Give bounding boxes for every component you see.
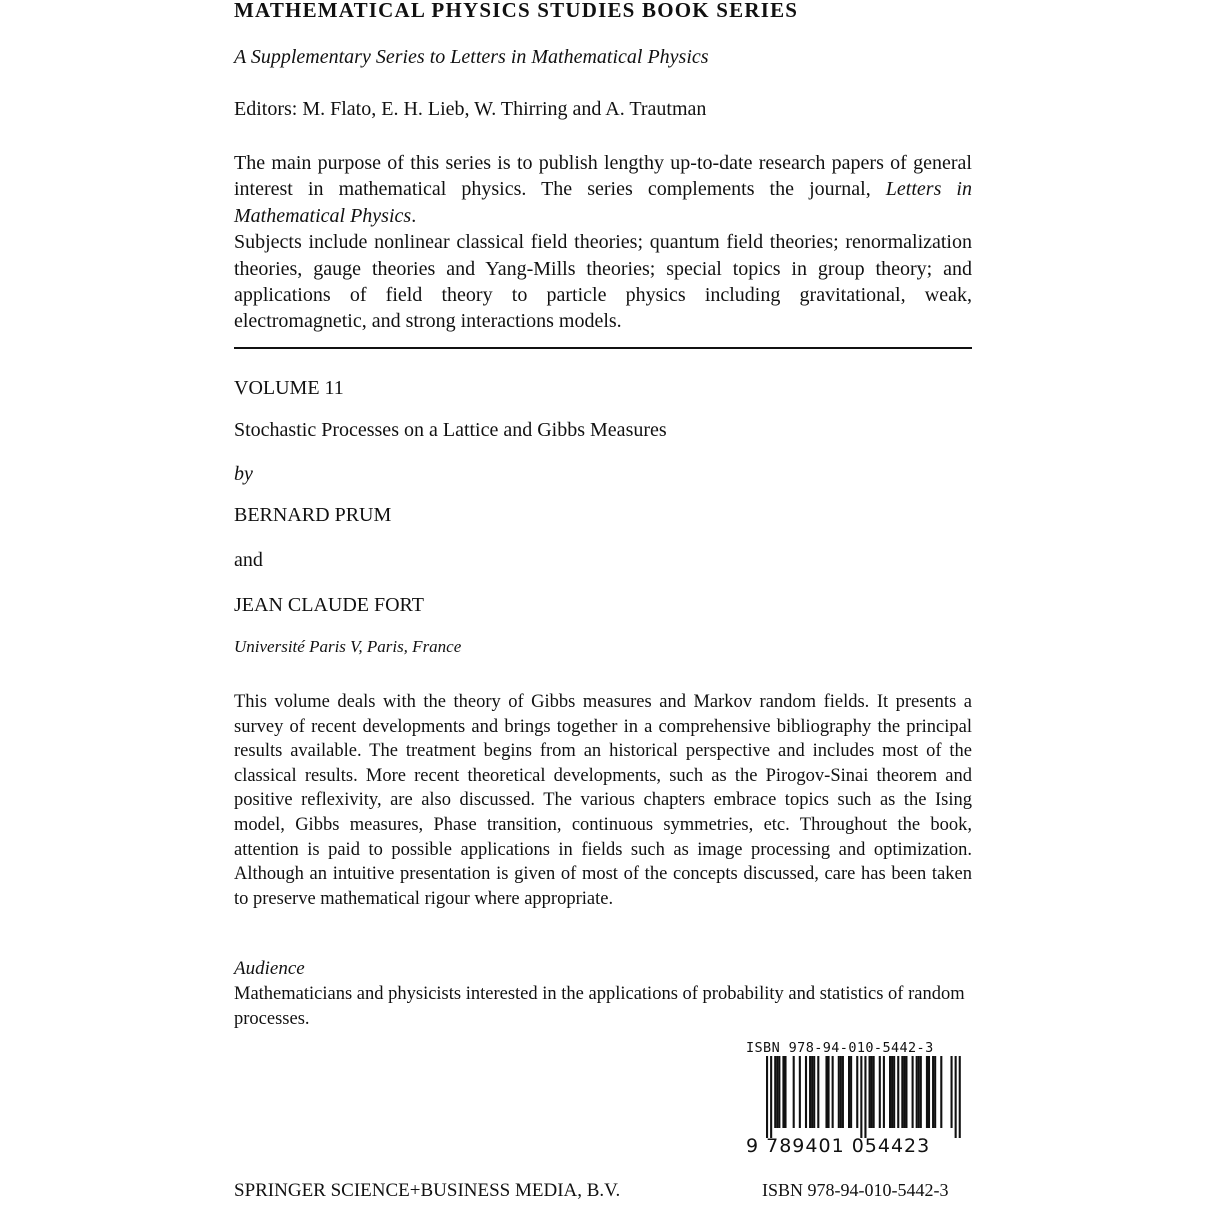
barcode-bar: [932, 1056, 934, 1128]
book-title: Stochastic Processes on a Lattice and Gibbs Measures: [234, 419, 667, 441]
purpose-end: .: [411, 204, 417, 227]
barcode-bar: [934, 1056, 936, 1128]
book-description: This volume deals with the theory of Gibbs measures and Markov random fields. It presents a survey of recent developments and brings together in a comprehensive bibliography the principal results available. The treatment begins from an historical perspective and includes most of the classical results. More recent theoretical developments, such as the Pirogov-Sinai theorem and positive reflexivity, are also discussed. The various chapters embrace topics such as the Ising model, Gibbs measures, Phase transition, continuous symmetries, etc. Throughout the book, attention is paid to possible applications in fields such as image processing and optimization. Although an intuitive presentation is given of most of the concepts discussed, care has been taken to preserve mathematical rigour where appropriate.: [234, 692, 972, 909]
barcode-bar: [809, 1056, 811, 1128]
barcode-bar: [828, 1056, 830, 1128]
barcode-bar: [928, 1056, 930, 1128]
barcode-bar: [951, 1056, 953, 1128]
barcode-bar: [860, 1056, 862, 1138]
section-divider: [234, 347, 972, 349]
barcode-bar: [813, 1056, 815, 1128]
volume-number: VOLUME 11: [234, 377, 344, 399]
barcode-bar: [920, 1056, 922, 1128]
barcode-isbn-text: ISBN 978-94-010-5442-3: [746, 1040, 934, 1056]
purpose-paragraph: [234, 150, 972, 229]
isbn-number: ISBN 978-94-010-5442-3: [762, 1180, 949, 1200]
barcode-bar: [873, 1056, 875, 1128]
barcode-bar: [912, 1056, 914, 1128]
barcode-bars: [744, 1056, 970, 1138]
barcode-bar: [840, 1056, 842, 1128]
series-title: MATHEMATICAL PHYSICS STUDIES BOOK SERIES: [234, 0, 799, 22]
barcode-bar: [838, 1056, 840, 1128]
barcode-bar: [926, 1056, 928, 1128]
barcode-bar: [889, 1056, 891, 1128]
barcode-bar: [778, 1056, 780, 1128]
barcode-bar: [770, 1056, 772, 1138]
barcode-bar: [869, 1056, 871, 1128]
author-1: BERNARD PRUM: [234, 504, 392, 526]
barcode-bar: [891, 1056, 893, 1128]
series-subtitle: A Supplementary Series to Letters in Mathematical Physics: [234, 46, 709, 68]
barcode-bar: [799, 1056, 801, 1128]
barcode-bar: [817, 1056, 819, 1128]
barcode-bar: [805, 1056, 807, 1128]
barcode-bar: [850, 1056, 852, 1128]
barcode-bar: [766, 1056, 768, 1138]
barcode-bar: [903, 1056, 905, 1128]
purpose-text: The main purpose of this series is to publish lengthy up-to-date research papers of general interest in mathematical physics. The series complements the journal,: [234, 152, 972, 201]
barcode-bar: [918, 1056, 920, 1128]
barcode-bar: [905, 1056, 907, 1128]
isbn-barcode: [744, 1040, 972, 1162]
subjects-paragraph: Subjects include nonlinear classical field theories; quantum field theories; renormalization theories, gauge theories and Yang-Mills theories; special topics in group theory; and applications of field theory to particle physics including gravitational, weak, electromagnetic, and strong interactions models.: [234, 231, 972, 333]
barcode-bar: [897, 1056, 899, 1128]
by-label: by: [234, 463, 253, 485]
audience-text: Mathematicians and physicists interested in the applications of probability and statistics of random processes.: [234, 984, 965, 1029]
and-label: and: [234, 549, 263, 571]
barcode-bar: [901, 1056, 903, 1128]
barcode-bar: [879, 1056, 881, 1128]
journal-name: Letters in Mathematical Physics: [234, 178, 972, 227]
barcode-bar: [955, 1056, 957, 1138]
barcode-bar: [916, 1056, 918, 1128]
barcode-bar: [959, 1056, 961, 1138]
publisher-name: SPRINGER SCIENCE+BUSINESS MEDIA, B.V.: [234, 1180, 621, 1201]
barcode-bar: [825, 1056, 827, 1128]
audience-heading: Audience: [234, 958, 305, 979]
series-description: [234, 150, 972, 335]
barcode-bar: [782, 1056, 784, 1128]
series-editors: Editors: M. Flato, E. H. Lieb, W. Thirring and A. Trautman: [234, 98, 707, 120]
barcode-bar: [856, 1056, 858, 1128]
barcode-bar: [774, 1056, 776, 1128]
barcode-bar: [776, 1056, 778, 1128]
barcode-bar: [784, 1056, 786, 1128]
barcode-bar: [793, 1056, 795, 1128]
barcode-bar: [842, 1056, 844, 1128]
barcode-digits: 9 789401 054423: [746, 1135, 931, 1157]
barcode-bar: [832, 1056, 834, 1128]
barcode-bar: [893, 1056, 895, 1128]
author-2: JEAN CLAUDE FORT: [234, 594, 424, 616]
author-affiliation: Université Paris V, Paris, France: [234, 637, 462, 656]
barcode-bar: [871, 1056, 873, 1128]
barcode-bar: [811, 1056, 813, 1128]
barcode-bar: [848, 1056, 850, 1128]
barcode-bar: [864, 1056, 866, 1138]
barcode-bar: [883, 1056, 885, 1128]
barcode-bar: [940, 1056, 942, 1128]
